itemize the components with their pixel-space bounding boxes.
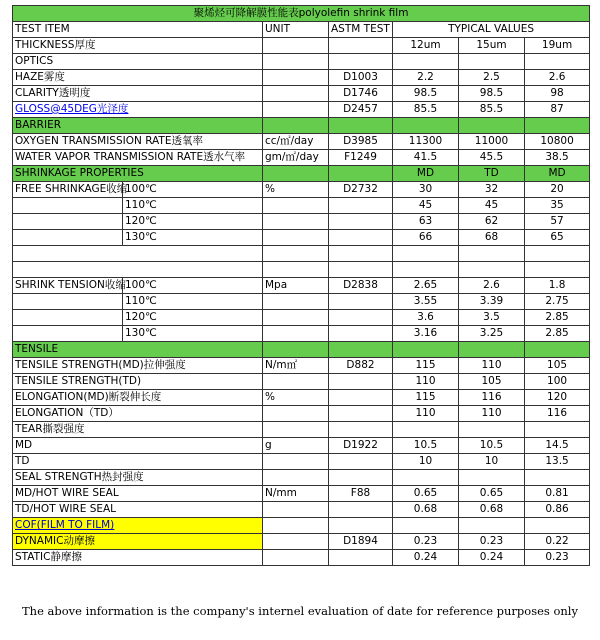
value-cell-3: 2.85 <box>525 325 590 341</box>
table-row <box>13 325 590 341</box>
value-cell-2: 32 <box>459 182 525 198</box>
sub-condition-cell: 100℃ <box>123 277 263 293</box>
test-item-cell: SEAL STRENGTH热封强度 <box>13 469 263 485</box>
astm-cell <box>329 517 393 533</box>
value-cell-1: 98.5 <box>393 86 459 102</box>
astm-cell <box>329 230 393 246</box>
unit-cell <box>263 533 329 549</box>
value-cell-1 <box>393 118 459 134</box>
unit-cell <box>263 246 329 262</box>
test-item-cell: OPTICS <box>13 54 263 70</box>
value-cell-3: 2.6 <box>525 70 590 86</box>
value-cell-1 <box>393 261 459 277</box>
value-cell-3: 2.85 <box>525 309 590 325</box>
table-row <box>13 469 590 485</box>
value-cell-3: 38.5 <box>525 150 590 166</box>
astm-cell <box>329 389 393 405</box>
value-cell-1: 115 <box>393 389 459 405</box>
astm-cell: D2457 <box>329 102 393 118</box>
astm-cell <box>329 501 393 517</box>
astm-cell <box>329 261 393 277</box>
unit-cell: N/mm <box>263 485 329 501</box>
test-item-cell <box>13 230 123 246</box>
value-cell-1 <box>393 246 459 262</box>
test-item-cell: DYNAMIC动摩擦 <box>13 533 263 549</box>
table-row <box>13 134 590 150</box>
table-row <box>13 373 590 389</box>
test-item-cell: MD/HOT WIRE SEAL <box>13 485 263 501</box>
value-cell-3: 14.5 <box>525 437 590 453</box>
table-row <box>13 230 590 246</box>
sub-condition-cell: 110℃ <box>123 198 263 214</box>
test-item-cell: TENSILE STRENGTH(TD) <box>13 373 263 389</box>
table-row <box>13 389 590 405</box>
value-cell-1 <box>393 517 459 533</box>
unit-cell <box>263 309 329 325</box>
test-item-cell <box>13 246 263 262</box>
value-cell-2: 0.68 <box>459 501 525 517</box>
table-row <box>13 198 590 214</box>
astm-cell <box>329 469 393 485</box>
value-cell-3: 120 <box>525 389 590 405</box>
astm-cell <box>329 54 393 70</box>
value-cell-1 <box>393 341 459 357</box>
unit-cell <box>263 54 329 70</box>
value-cell-3: 2.75 <box>525 293 590 309</box>
value-cell-3: 87 <box>525 102 590 118</box>
unit-cell <box>263 469 329 485</box>
value-cell-2: 2.5 <box>459 70 525 86</box>
test-item-cell: OXYGEN TRANSMISSION RATE透氧率 <box>13 134 263 150</box>
test-item-cell: ELONGATION(MD)断裂伸长度 <box>13 389 263 405</box>
unit-cell <box>263 86 329 102</box>
unit-cell: % <box>263 182 329 198</box>
astm-cell: D2732 <box>329 182 393 198</box>
test-item-cell: COF(FILM TO FILM) <box>13 517 263 533</box>
value-cell-1: 11300 <box>393 134 459 150</box>
astm-cell <box>329 549 393 565</box>
unit-cell <box>263 198 329 214</box>
value-cell-1: 10.5 <box>393 437 459 453</box>
value-cell-3: 0.86 <box>525 501 590 517</box>
test-item-cell <box>13 309 123 325</box>
unit-cell: cc/㎡/day <box>263 134 329 150</box>
table-row <box>13 150 590 166</box>
test-item-cell: BARRIER <box>13 118 263 134</box>
table-row <box>13 102 590 118</box>
test-item-cell: MD <box>13 437 263 453</box>
table-row <box>13 437 590 453</box>
value-cell-2 <box>459 341 525 357</box>
astm-cell: D1746 <box>329 86 393 102</box>
test-item-cell: CLARITY透明度 <box>13 86 263 102</box>
footer-note: The above information is the company's internel evaluation of date for reference purposes only <box>22 604 578 618</box>
table-row <box>13 517 590 533</box>
astm-cell: D1003 <box>329 70 393 86</box>
value-cell-3: 57 <box>525 214 590 230</box>
value-cell-1: 63 <box>393 214 459 230</box>
value-cell-2: 0.24 <box>459 549 525 565</box>
table-row <box>13 166 590 182</box>
astm-cell: D882 <box>329 357 393 373</box>
value-cell-3: MD <box>525 166 590 182</box>
value-cell-3: 20 <box>525 182 590 198</box>
value-cell-1: 2.2 <box>393 70 459 86</box>
unit-cell <box>263 293 329 309</box>
value-cell-3: 35 <box>525 198 590 214</box>
value-cell-3 <box>525 261 590 277</box>
astm-cell <box>329 246 393 262</box>
value-cell-2 <box>459 517 525 533</box>
header-astm-test: ASTM TEST <box>329 22 393 38</box>
value-cell-2: 3.5 <box>459 309 525 325</box>
table-row <box>13 405 590 421</box>
value-cell-1: 3.6 <box>393 309 459 325</box>
unit-cell <box>263 341 329 357</box>
test-item-cell: THICKNESS厚度 <box>13 38 263 54</box>
table-row <box>13 357 590 373</box>
unit-cell <box>263 549 329 565</box>
test-item-cell: TD/HOT WIRE SEAL <box>13 501 263 517</box>
table-row <box>13 182 590 198</box>
table-row <box>13 341 590 357</box>
value-cell-1: 0.24 <box>393 549 459 565</box>
astm-cell <box>329 405 393 421</box>
test-item-cell <box>13 198 123 214</box>
value-cell-2: 45.5 <box>459 150 525 166</box>
value-cell-2: 110 <box>459 405 525 421</box>
value-cell-3: 13.5 <box>525 453 590 469</box>
value-cell-1: 110 <box>393 405 459 421</box>
astm-cell <box>329 293 393 309</box>
test-item-cell: TENSILE <box>13 341 263 357</box>
value-cell-1: 0.65 <box>393 485 459 501</box>
unit-cell <box>263 405 329 421</box>
value-cell-3: 10800 <box>525 134 590 150</box>
value-cell-2: 62 <box>459 214 525 230</box>
table-row <box>13 246 590 262</box>
value-cell-1: 2.65 <box>393 277 459 293</box>
value-cell-2: 3.39 <box>459 293 525 309</box>
unit-cell <box>263 517 329 533</box>
table-row <box>13 261 590 277</box>
table-row <box>13 214 590 230</box>
sub-condition-cell: 120℃ <box>123 309 263 325</box>
table-row <box>13 421 590 437</box>
value-cell-3 <box>525 54 590 70</box>
value-cell-2: 116 <box>459 389 525 405</box>
unit-cell: Mpa <box>263 277 329 293</box>
astm-cell <box>329 38 393 54</box>
value-cell-2: 45 <box>459 198 525 214</box>
value-cell-3: 100 <box>525 373 590 389</box>
test-item-cell: SHRINKAGE PROPERTIES <box>13 166 263 182</box>
value-cell-1: 45 <box>393 198 459 214</box>
astm-cell <box>329 341 393 357</box>
astm-cell <box>329 325 393 341</box>
value-cell-1: 30 <box>393 182 459 198</box>
unit-cell <box>263 230 329 246</box>
astm-cell <box>329 118 393 134</box>
value-cell-3 <box>525 118 590 134</box>
property-table <box>12 5 590 566</box>
test-item-cell: SHRINK TENSION收缩 <box>13 277 123 293</box>
value-cell-2: 15um <box>459 38 525 54</box>
astm-cell: D1894 <box>329 533 393 549</box>
sub-condition-cell: 120℃ <box>123 214 263 230</box>
unit-cell: N/m㎡ <box>263 357 329 373</box>
header-unit: UNIT <box>263 22 329 38</box>
value-cell-2: 3.25 <box>459 325 525 341</box>
test-item-cell: STATIC静摩擦 <box>13 549 263 565</box>
test-item-cell <box>13 325 123 341</box>
value-cell-2: TD <box>459 166 525 182</box>
test-item-cell <box>13 293 123 309</box>
value-cell-2 <box>459 421 525 437</box>
value-cell-1: 41.5 <box>393 150 459 166</box>
value-cell-1 <box>393 469 459 485</box>
astm-cell <box>329 309 393 325</box>
value-cell-2: 10.5 <box>459 437 525 453</box>
value-cell-1: 0.23 <box>393 533 459 549</box>
unit-cell <box>263 501 329 517</box>
value-cell-1: 115 <box>393 357 459 373</box>
unit-cell <box>263 118 329 134</box>
astm-cell <box>329 421 393 437</box>
sub-condition-cell: 100℃ <box>123 182 263 198</box>
astm-cell: D3985 <box>329 134 393 150</box>
test-item-cell: WATER VAPOR TRANSMISSION RATE透水气率 <box>13 150 263 166</box>
table-row <box>13 485 590 501</box>
table-row <box>13 277 590 293</box>
value-cell-2 <box>459 54 525 70</box>
test-item-cell: FREE SHRINKAGE收缩 <box>13 182 123 198</box>
value-cell-3: 19um <box>525 38 590 54</box>
unit-cell <box>263 214 329 230</box>
sub-condition-cell: 110℃ <box>123 293 263 309</box>
unit-cell <box>263 102 329 118</box>
table-title: 聚烯烃可降解膜性能表polyolefin shrink film <box>13 6 590 22</box>
value-cell-2 <box>459 469 525 485</box>
value-cell-3: 116 <box>525 405 590 421</box>
unit-cell: gm/㎡/day <box>263 150 329 166</box>
value-cell-1: MD <box>393 166 459 182</box>
sub-condition-cell: 130℃ <box>123 325 263 341</box>
unit-cell <box>263 373 329 389</box>
header-test-item: TEST ITEM <box>13 22 263 38</box>
value-cell-3: 105 <box>525 357 590 373</box>
astm-cell <box>329 198 393 214</box>
value-cell-2: 68 <box>459 230 525 246</box>
value-cell-2 <box>459 246 525 262</box>
table-row <box>13 86 590 102</box>
value-cell-1: 3.16 <box>393 325 459 341</box>
table-row <box>13 501 590 517</box>
value-cell-1: 85.5 <box>393 102 459 118</box>
table-row <box>13 70 590 86</box>
table-row <box>13 533 590 549</box>
astm-cell: F1249 <box>329 150 393 166</box>
value-cell-1: 110 <box>393 373 459 389</box>
astm-cell <box>329 166 393 182</box>
value-cell-2: 0.65 <box>459 485 525 501</box>
value-cell-2: 105 <box>459 373 525 389</box>
sub-condition-cell: 130℃ <box>123 230 263 246</box>
test-item-cell <box>13 261 263 277</box>
value-cell-3: 65 <box>525 230 590 246</box>
astm-cell <box>329 453 393 469</box>
test-item-cell: GLOSS@45DEG光泽度 <box>13 102 263 118</box>
value-cell-3 <box>525 246 590 262</box>
astm-cell <box>329 214 393 230</box>
astm-cell: D2838 <box>329 277 393 293</box>
unit-cell <box>263 166 329 182</box>
value-cell-1: 66 <box>393 230 459 246</box>
unit-cell <box>263 38 329 54</box>
astm-cell: D1922 <box>329 437 393 453</box>
unit-cell: g <box>263 437 329 453</box>
value-cell-2: 98.5 <box>459 86 525 102</box>
table-row <box>13 293 590 309</box>
value-cell-2: 10 <box>459 453 525 469</box>
value-cell-2: 2.6 <box>459 277 525 293</box>
astm-cell: F88 <box>329 485 393 501</box>
value-cell-3 <box>525 341 590 357</box>
value-cell-2 <box>459 118 525 134</box>
astm-cell <box>329 373 393 389</box>
test-item-cell: HAZE雾度 <box>13 70 263 86</box>
header-typical-values: TYPICAL VALUES <box>393 22 590 38</box>
value-cell-3 <box>525 517 590 533</box>
unit-cell <box>263 453 329 469</box>
value-cell-3: 0.22 <box>525 533 590 549</box>
value-cell-2: 110 <box>459 357 525 373</box>
value-cell-2: 11000 <box>459 134 525 150</box>
value-cell-1: 12um <box>393 38 459 54</box>
table-row <box>13 309 590 325</box>
value-cell-1 <box>393 421 459 437</box>
value-cell-1: 3.55 <box>393 293 459 309</box>
value-cell-2: 0.23 <box>459 533 525 549</box>
value-cell-1 <box>393 54 459 70</box>
unit-cell <box>263 70 329 86</box>
table-row <box>13 118 590 134</box>
unit-cell <box>263 261 329 277</box>
table-row <box>13 453 590 469</box>
table-row <box>13 549 590 565</box>
value-cell-1: 10 <box>393 453 459 469</box>
value-cell-3 <box>525 421 590 437</box>
unit-cell <box>263 421 329 437</box>
value-cell-2 <box>459 261 525 277</box>
value-cell-2: 85.5 <box>459 102 525 118</box>
value-cell-3: 0.23 <box>525 549 590 565</box>
value-cell-3: 98 <box>525 86 590 102</box>
test-item-cell <box>13 214 123 230</box>
test-item-cell: TENSILE STRENGTH(MD)拉伸强度 <box>13 357 263 373</box>
table-row <box>13 38 590 54</box>
value-cell-1: 0.68 <box>393 501 459 517</box>
unit-cell: % <box>263 389 329 405</box>
value-cell-3: 0.81 <box>525 485 590 501</box>
value-cell-3 <box>525 469 590 485</box>
test-item-cell: TEAR撕裂强度 <box>13 421 263 437</box>
value-cell-3: 1.8 <box>525 277 590 293</box>
table-row <box>13 54 590 70</box>
test-item-cell: TD <box>13 453 263 469</box>
test-item-cell: ELONGATION（TD） <box>13 405 263 421</box>
unit-cell <box>263 325 329 341</box>
